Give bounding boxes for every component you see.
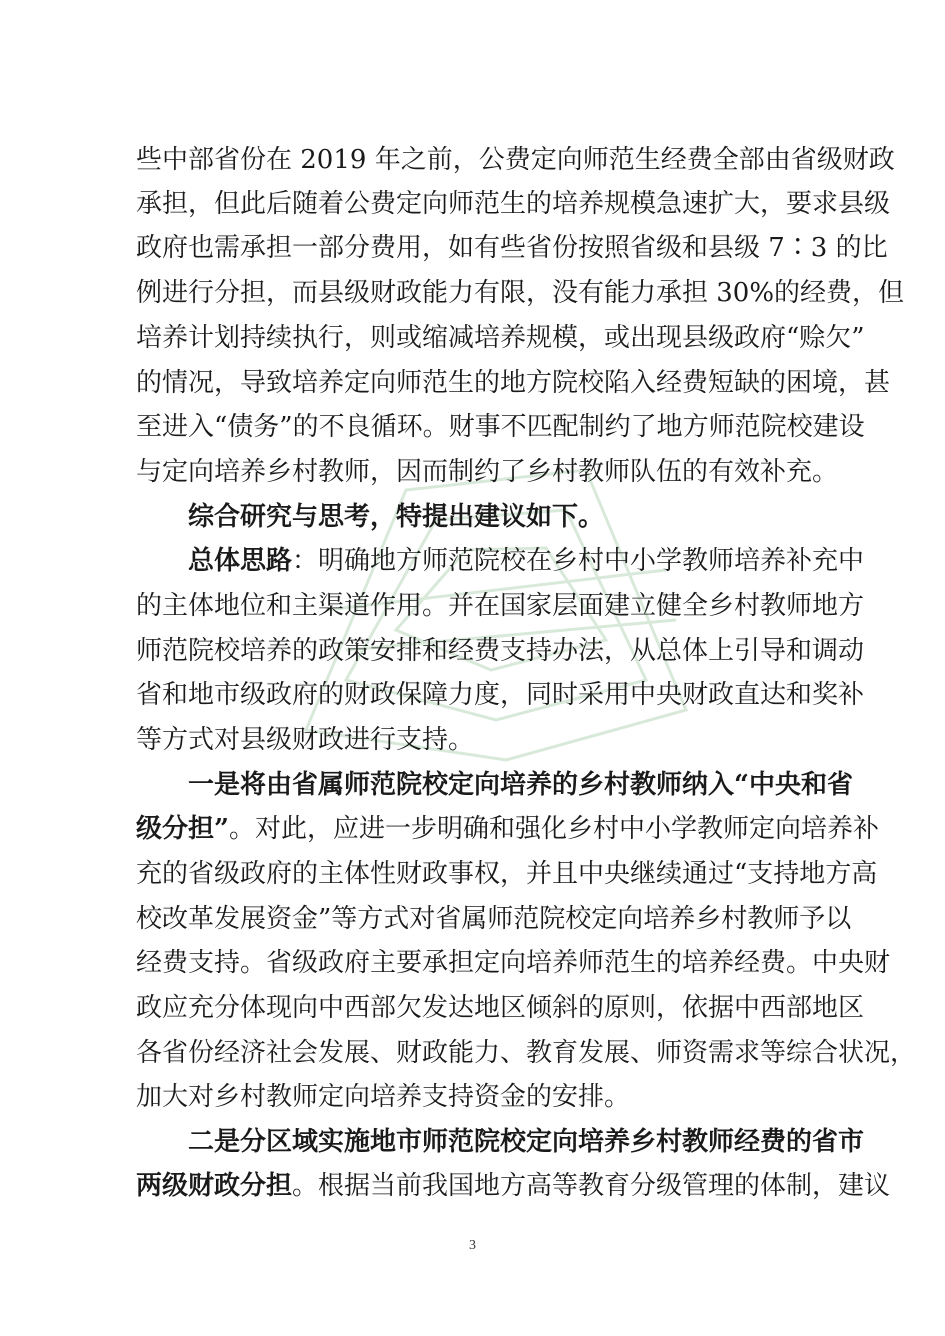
body-line: 的主体地位和主渠道作用。并在国家层面建立健全乡村教师地方: [136, 591, 865, 621]
point-one-heading: 一是将由省属师范院校定向培养的乡村教师纳入“中央和省: [188, 770, 853, 800]
body-line: 加大对乡村教师定向培养支持资金的安排。: [136, 1082, 631, 1112]
body-line: 各省份经济社会发展、财政能力、教育发展、师资需求等综合状况，: [136, 1038, 917, 1068]
body-line: 经费支持。省级政府主要承担定向培养师范生的培养经费。中央财: [136, 948, 891, 978]
body-line: 的情况，导致培养定向师范生的地方院校陷入经费短缺的困境，甚: [136, 368, 891, 398]
page-number: 3: [469, 1238, 476, 1253]
point-one-text: 。对此，应进一步明确和强化乡村中小学教师定向培养补: [228, 814, 879, 844]
point-one-heading-end: 级分担”: [136, 814, 229, 844]
point-one-line: [136, 807, 879, 851]
body-line: 充的省级政府的主体性财政事权，并且中央继续通过“支持地方高: [136, 859, 878, 889]
overall-approach-line: [188, 539, 865, 583]
body-line: 些中部省份在 2019 年之前，公费定向师范生经费全部由省级财政: [136, 145, 895, 175]
body-line: 政府也需承担一部分费用，如有些省份按照省级和县级 7∶3 的比: [136, 233, 888, 263]
body-line: 等方式对县级财政进行支持。: [136, 725, 475, 755]
body-line: 例进行分担，而县级财政能力有限，没有能力承担 30%的经费，但: [136, 278, 905, 308]
point-two-text: 。根据当前我国地方高等教育分级管理的体制，建议: [292, 1171, 891, 1201]
point-two-line: [136, 1164, 891, 1208]
overall-approach-label: 总体思路: [188, 546, 293, 576]
body-line: 与定向培养乡村教师，因而制约了乡村教师队伍的有效补充。: [136, 457, 839, 487]
body-line: 校改革发展资金”等方式对省属师范院校定向培养乡村教师予以: [136, 904, 852, 934]
overall-approach-text: ：明确地方师范院校在乡村中小学教师培养补充中: [292, 546, 865, 576]
body-line: 培养计划持续执行，则或缩减培养规模，或出现县级政府“赊欠”: [136, 323, 865, 353]
body-line: 政应充分体现向中西部欠发达地区倾斜的原则，依据中西部地区: [136, 993, 865, 1023]
body-line: 至进入“债务”的不良循环。财事不匹配制约了地方师范院校建设: [136, 412, 865, 442]
body-line: 师范院校培养的政策安排和经费支持办法，从总体上引导和调动: [136, 636, 865, 666]
point-two-heading: 二是分区域实施地市师范院校定向培养乡村教师经费的省市: [188, 1127, 865, 1157]
suggestion-heading: 综合研究与思考，特提出建议如下。: [188, 502, 605, 532]
body-line: 省和地市级政府的财政保障力度，同时采用中央财政直达和奖补: [136, 680, 865, 710]
point-two-heading-end: 两级财政分担: [136, 1171, 293, 1201]
body-line: 承担，但此后随着公费定向师范生的培养规模急速扩大，要求县级: [136, 189, 891, 219]
